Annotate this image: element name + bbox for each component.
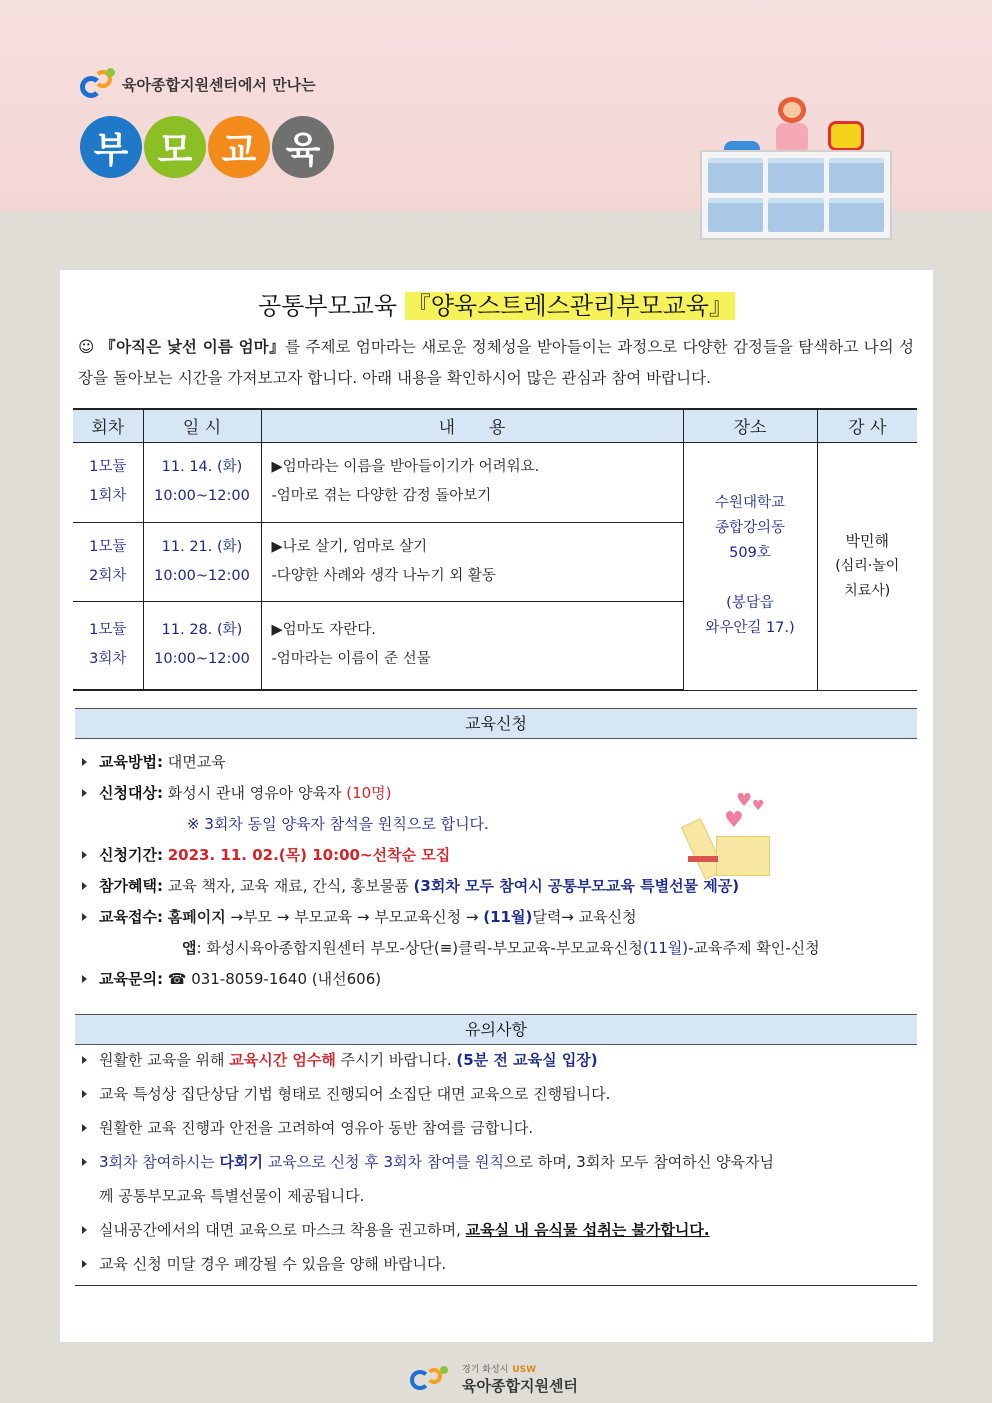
notes-heading: 유의사항 — [75, 1014, 917, 1045]
center-logo — [80, 66, 316, 102]
note-emph: 다회기 — [219, 1153, 263, 1171]
cell-place — [683, 442, 817, 690]
cell-date: 11. 28. (화) — [161, 622, 243, 639]
item-label: 신청기간: — [99, 846, 163, 864]
list-item — [82, 902, 922, 933]
cell-time: 10:00~12:00 — [154, 488, 250, 504]
receipt-web-path: →부모 → 부모교육 → 부모교육신청 → — [225, 908, 484, 926]
receipt-web-path-end: 달력→ 교육신청 — [532, 908, 637, 926]
item-label: 교육방법: — [99, 753, 163, 771]
place-spacer — [684, 566, 817, 591]
receipt-web-month: (11월) — [483, 908, 533, 926]
list-item — [82, 840, 922, 871]
lecturer-role: 치료사) — [844, 582, 891, 599]
list-item — [82, 778, 922, 809]
th-datetime: 일 시 — [143, 409, 261, 442]
cell-module: 1모듈 — [89, 459, 127, 475]
cell-time: 10:00~12:00 — [154, 567, 250, 584]
receipt-app-label: 앱 — [182, 939, 197, 957]
bullet-icon — [82, 1056, 87, 1064]
note-continuation: 께 공통부모교육 특별선물이 제공됩니다. — [99, 1187, 365, 1205]
note-emph: 교육으로 신청 후 3회차 참여를 원칙 — [263, 1153, 505, 1171]
cell-detail: -엄마라는 이름이 준 선물 — [271, 651, 431, 668]
bullet-icon — [82, 789, 87, 797]
cell-date: 11. 21. (화) — [161, 538, 243, 555]
title-highlight: 『양육스트레스관리부모교육』 — [406, 292, 733, 320]
note-text: 으로 하며, 3회차 모두 참여하신 양육자님 — [504, 1153, 775, 1171]
receipt-app-path: : 화성시육아종합지원센터 부모-상단(≡)클릭-부모교육-부모교육신청 — [196, 939, 643, 957]
apply-heading: 교육신청 — [75, 708, 917, 739]
cell-session: 2회차 — [89, 567, 127, 584]
list-item — [82, 964, 922, 995]
item-value: 2023. 11. 02.(목) 10:00~선착순 모집 — [167, 846, 451, 864]
intro-lead: ☺ 『아직은 낯선 이름 엄마』 — [78, 338, 286, 356]
th-session: 회차 — [73, 409, 143, 442]
receipt-app-month: (11월) — [642, 939, 689, 957]
toy-shelf-illustration — [700, 95, 895, 245]
circle-gyo: 교 — [208, 116, 270, 178]
lecturer-name: 박민해 — [845, 531, 889, 550]
bullet-icon — [82, 882, 87, 890]
gift-box-icon: ♥ ♥ ♥ — [688, 790, 778, 880]
bullet-icon — [82, 1226, 87, 1234]
content-card — [60, 270, 933, 1342]
note-text: 원활한 교육 진행과 안전을 고려하여 영유아 동반 참여를 금합니다. — [99, 1119, 534, 1137]
cell-session: 1회차 — [89, 488, 127, 504]
cell-detail: -다양한 사례와 생각 나누기 외 활동 — [271, 567, 496, 584]
item-value: 대면교육 — [167, 753, 226, 771]
bullet-icon — [82, 1124, 87, 1132]
bullet-icon — [82, 1090, 87, 1098]
intro-rest: 를 주제로 엄마라는 새로운 정체성을 받아들이는 과정으로 다양한 감정들을 탐색하고 나의 성장을 돌아보는 시간을 가져보고자 합니다. 아래 내용을 확인하시어 많은 관심과 참여 바랍니다. — [78, 338, 914, 387]
note-text: 주시기 바랍니다. — [335, 1051, 457, 1069]
cell-session: 3회차 — [89, 651, 127, 668]
item-label: 참가혜택: — [99, 877, 163, 895]
note-text: 원활한 교육을 위해 — [99, 1051, 230, 1069]
place-line: (봉담읍 — [726, 595, 774, 611]
page-title — [60, 286, 933, 321]
cell-date: 11. 14. (화) — [161, 459, 243, 475]
cell-module: 1모듈 — [89, 538, 127, 555]
list-item — [82, 1145, 922, 1179]
th-lecturer: 강 사 — [817, 409, 917, 442]
list-item — [82, 1077, 922, 1111]
place-line: 수원대학교 — [714, 495, 786, 511]
footer-small — [462, 1362, 578, 1375]
logo-mark-icon — [80, 66, 118, 102]
lecturer-role: (심리·놀이 — [835, 557, 900, 574]
circle-yuk: 육 — [272, 116, 334, 178]
circle-bu: 부 — [80, 116, 142, 178]
list-item — [82, 1213, 922, 1247]
note-text: 실내공간에서의 대면 교육으로 마스크 착용을 권고하며, — [99, 1221, 466, 1239]
benefit-extra: (3회차 모두 참여시 공통부모교육 특별선물 제공) — [413, 877, 740, 895]
doll-icon — [768, 95, 818, 155]
note-emph: (5분 전 교육실 입장) — [456, 1051, 598, 1069]
apply-list — [82, 747, 922, 995]
footer-name: 육아종합지원센터 — [462, 1377, 578, 1395]
bullet-icon — [82, 1260, 87, 1268]
cell-time: 10:00~12:00 — [154, 651, 250, 668]
target-count: (10명) — [346, 784, 392, 802]
list-item — [82, 1043, 922, 1077]
title-prefix: 공통부모교육 — [258, 292, 405, 320]
title-circles — [80, 116, 334, 178]
list-item — [82, 1247, 922, 1281]
footer-logo-icon — [410, 1364, 458, 1394]
item-label: 교육접수: — [99, 908, 163, 926]
bullet-icon — [82, 1158, 87, 1166]
bullet-icon — [82, 975, 87, 983]
cell-topic: ▶나로 살기, 엄마로 살기 — [271, 538, 428, 555]
receipt-app-path-end: -교육주제 확인-신청 — [688, 939, 820, 957]
notes-list — [82, 1043, 922, 1281]
note-underline: 교육실 내 음식물 섭취는 불가합니다. — [465, 1221, 710, 1239]
cell-topic: ▶엄마도 자란다. — [271, 622, 376, 639]
item-value: 교육 책자, 교육 재료, 간식, 홍보물품 — [167, 877, 414, 895]
bottom-divider — [75, 1285, 917, 1286]
circle-mo: 모 — [144, 116, 206, 178]
footer-partner: USW — [512, 1365, 537, 1375]
note-text: 교육 특성상 집단상담 기법 형태로 진행되어 소집단 대면 교육으로 진행됩니다. — [99, 1085, 611, 1103]
item-label: 교육문의: — [99, 970, 163, 988]
note-emph: 교육시간 엄수해 — [229, 1051, 336, 1069]
place-line: 종합강의동 — [714, 520, 786, 536]
th-content: 내 용 — [261, 409, 683, 442]
place-line: 509호 — [729, 545, 771, 561]
cell-module: 1모듈 — [89, 622, 127, 639]
target-note: ※ 3회차 동일 양육자 참석을 원칙으로 합니다. — [187, 815, 489, 833]
item-label: 신청대상: — [99, 784, 163, 802]
receipt-app — [82, 933, 922, 964]
header-tagline: 육아종합지원센터에서 만나는 — [122, 75, 316, 94]
item-value: ☎ 031-8059-1640 (내선606) — [167, 970, 382, 988]
cell-topic: ▶엄마라는 이름을 받아들이기가 어려워요. — [271, 459, 540, 475]
place-line: 와우안길 17.) — [705, 620, 795, 636]
list-item — [82, 747, 922, 778]
list-item — [82, 1111, 922, 1145]
item-value: 화성시 관내 영유아 양육자 — [167, 784, 347, 802]
schedule-table — [73, 408, 917, 691]
footer-region: 경기 화성시 — [462, 1365, 509, 1375]
footer-logo — [410, 1362, 578, 1396]
bullet-icon — [82, 758, 87, 766]
shelf-icon — [700, 150, 892, 240]
list-item — [82, 871, 922, 902]
note-text: 교육 신청 미달 경우 폐강될 수 있음을 양해 바랍니다. — [99, 1255, 447, 1273]
receipt-web: 홈페이지 — [167, 908, 226, 926]
bullet-icon — [82, 913, 87, 921]
intro-paragraph — [78, 332, 914, 394]
bullet-icon — [82, 851, 87, 859]
cell-detail: -엄마로 겪는 다양한 감정 돌아보기 — [271, 488, 492, 504]
note-emph: 3회차 참여하시는 — [99, 1153, 220, 1171]
toy-phone-icon — [828, 121, 864, 151]
table-row — [73, 442, 917, 522]
th-place: 장소 — [683, 409, 817, 442]
cell-lecturer — [817, 442, 917, 690]
